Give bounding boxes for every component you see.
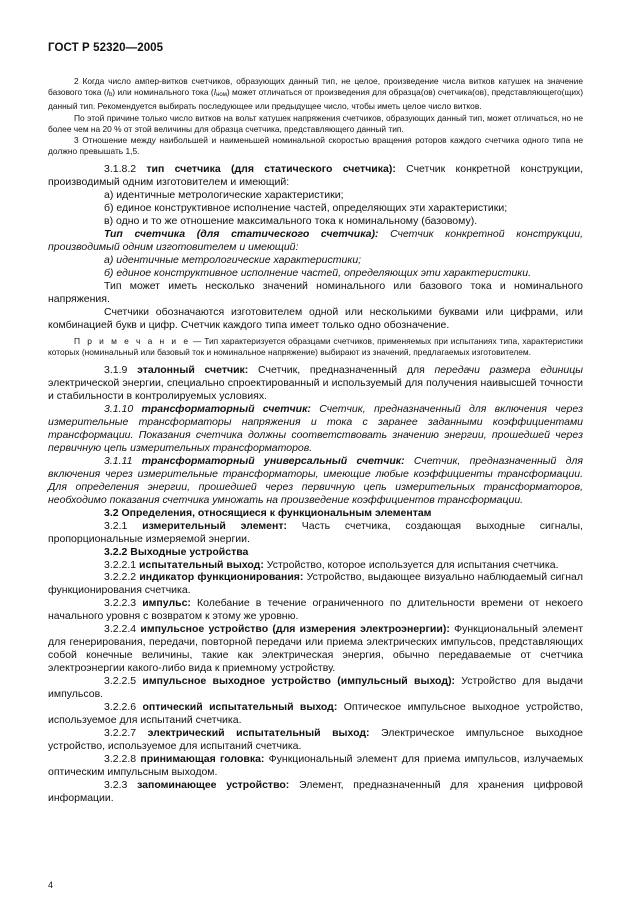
paragraph: Счетчики обозначаются изготовителем одной или несколькими буквами или цифрами, или комбинацией букв и цифр. Счетчик каждого типа имеет только одно обозначение. <box>48 305 583 331</box>
list-item: б) единое конструктивное исполнение частей, определяющих эти характеристики; <box>104 202 508 215</box>
clause-3-1-8-2-en: Тип счетчика (для статического счетчика): Счетчик конкретной конструкции, производимый одним изготовителем и имеющий: <box>48 228 583 254</box>
note-3: 3 Отношение между наибольшей и наименьшей номинальной скоростью вращения роторов каждого счетчика одного типа не должно превышать 1,5. <box>48 135 583 157</box>
clause-3-1-10: 3.1.10 трансформаторный счетчик: Счетчик, предназначенный для включения через измерительные трансформаторы напряжения и тока с заранее заданными коэффициентами трансформации. Показания счетчика должны соответствовать значению энергии, прошедшей через первичную цепь измерительных трансформаторов. <box>48 403 583 454</box>
clause-3-2-2-5: 3.2.2.5 импульсное выходное устройство (импульсный выход): Устройство для выдачи импульсов. <box>48 675 583 701</box>
clause-3-2-2-6: 3.2.2.6 оптический испытательный выход: Оптическое импульсное выходное устройство, используемое для испытаний счетчика. <box>48 701 584 726</box>
section-3-2-2-title: 3.2.2 Выходные устройства <box>104 545 249 558</box>
list-item: в) одно и то же отношение максимального тока к номинальному (базовому). <box>104 215 478 228</box>
note-2: 2 Когда число ампер-витков счетчиков, образующих данный тип, не целое, произведение числа витков катушек на значение базового тока $(I_b)$ или номинального тока $(I_{ном})$ может отличаться от произведения для образца(ов) счетчика(ов), представляющего(щих) данный тип. Рекомендуется выбирать последующее или предыдущее число, чтобы иметь целое число витков. <box>48 76 583 112</box>
page-content <box>48 76 583 805</box>
primechanie: П р и м е ч а н и е — Тип характеризуется образцами счетчиков, применяемых при испытаниях типа, характеристики которых (номинальный или базовый ток и номинальное напряжение) выбирают из значений, предлагаемых изготовителем. <box>48 335 583 358</box>
page-number: 4 <box>48 880 54 890</box>
clause-3-2-3: 3.2.3 запоминающее устройство: Элемент, предназначенный для хранения цифровой информации. <box>48 778 583 804</box>
clause-3-2-2-3: 3.2.2.3 импульс: Колебание в течение ограниченного по длительности времени от некоего начального уровня с возвратом к этому же уровню. <box>48 597 583 623</box>
clause-3-2-2-7: 3.2.2.7 электрический испытательный выход: Электрическое импульсное выходное устройство, используемое для испытаний счетчика. <box>48 726 583 752</box>
note-2-cont: По этой причине только число витков на вольт катушек напряжения счетчиков, образующих данный тип, может отличаться, но не более чем на 20 % от этой величины для образца счетчика, представляющего данный тип. <box>48 112 583 134</box>
list-item: а) идентичные метрологические характеристики; <box>104 189 344 202</box>
clause-3-2-2-8: 3.2.2.8 принимающая головка: Функциональный элемент для приема импульсов, излучаемых оптическим импульсным выходом. <box>48 752 583 778</box>
paragraph: Тип может иметь несколько значений номинального или базового тока и номинального напряжения. <box>48 280 583 305</box>
clause-3-1-9: 3.1.9 эталонный счетчик: Счетчик, предназначенный для передачи размера единицы электрической энергии, специально спроектированный и используемый для получения наивысшей точности и стабильности в контролируемых условиях. <box>48 364 584 403</box>
clause-3-2-2-2: 3.2.2.2 индикатор функционирования: Устройство, выдающее визуально наблюдаемый сигнал функционирования счетчика. <box>48 571 583 597</box>
clause-3-2-1: 3.2.1 измерительный элемент: Часть счетчика, создающая выходные сигналы, пропорциональные измеряемой энергии. <box>48 519 583 545</box>
list-item: а) идентичные метрологические характеристики; <box>104 254 362 267</box>
clause-3-2-2-4: 3.2.2.4 импульсное устройство (для измерения электроэнергии): Функциональный элемент для генерирования, передачи, повторной передачи или приема электрических импульсов, представляющих собой конечные величины, такие как электрическая энергия, обычно передаваемые от счетчика электроэнергии какого-либо вида к приемному устройству. <box>48 623 583 675</box>
section-3-2-title: 3.2 Определения, относящиеся к функциональным элементам <box>104 506 432 519</box>
clause-3-1-8-2: 3.1.8.2 тип счетчика (для статического счетчика): Счетчик конкретной конструкции, производимый одним изготовителем и имеющий: <box>48 163 584 189</box>
clause-3-2-2-1: 3.2.2.1 испытательный выход: Устройство, которое используется для испытания счетчика. <box>104 558 559 571</box>
document-header: ГОСТ Р 52320—2005 <box>48 42 164 54</box>
list-item: б) единое конструктивное исполнение частей, определяющих эти характеристики. <box>104 267 531 280</box>
clause-3-1-11: 3.1.11 трансформаторный универсальный счетчик: Счетчик, предназначенный для включения через измерительные трансформаторы, имеющие любые коэффициенты трансформации. Для определения энергии, прошедшей через первичную цепь измерительных трансформаторов, необходимо показания счетчика умножать на произведение коэффициентов трансформации. <box>48 454 583 506</box>
